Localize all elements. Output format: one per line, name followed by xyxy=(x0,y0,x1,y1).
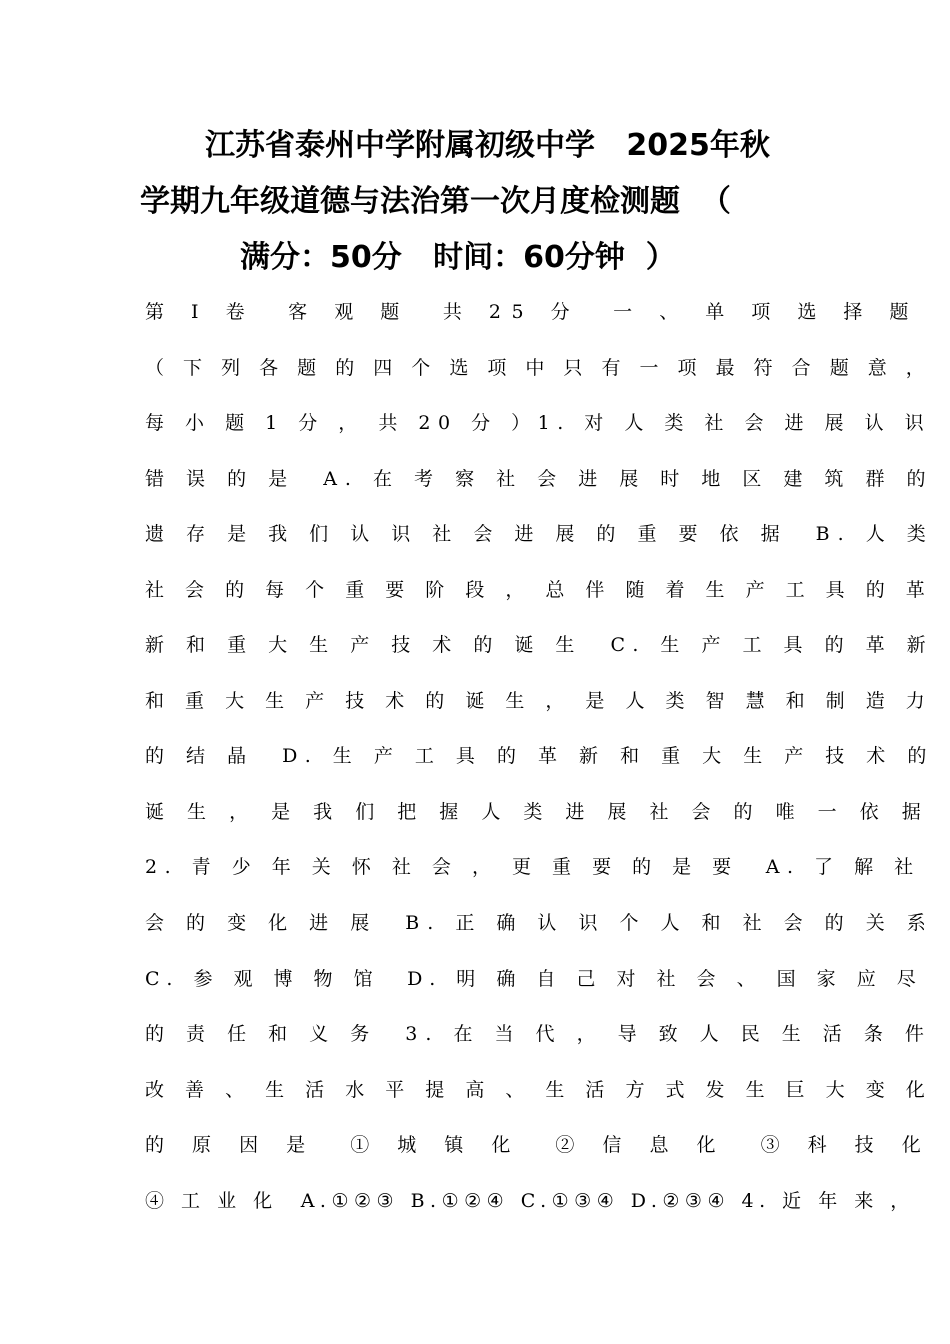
body-line-12: 会 的 变 化 进 展 B. 正 确 认 识 个 人 和 社 会 的 关 系 xyxy=(145,912,934,934)
body-line-17: ④ 工 业 化 A.①②③ B.①②④ C.①③④ D.②③④ 4. 近 年 来 ， xyxy=(145,1190,915,1212)
body-line-3: 每 小 题 1 分 ， 共 20 分 ）1. 对 人 类 社 会 进 展 认 识 xyxy=(145,412,932,434)
body-line-6: 社 会 的 每 个 重 要 阶 段 ， 总 伴 随 着 生 产 工 具 的 革 xyxy=(145,579,933,601)
document-title-line-2: 学期九年级道德与法治第一次月度检测题 （ xyxy=(140,184,731,219)
body-line-1: 第 Ⅰ 卷 客 观 题 共 25 分 一 、 单 项 选 择 题 xyxy=(145,301,919,323)
body-line-16: 的 原 因 是 ① 城 镇 化 ② 信 息 化 ③ 科 技 化 xyxy=(145,1134,932,1156)
document-title-line-1: 江苏省泰州中学附属初级中学 2025年秋 xyxy=(205,128,770,163)
body-line-15: 改 善 、 生 活 水 平 提 高 、 生 活 方 式 发 生 巨 大 变 化 xyxy=(145,1079,933,1101)
body-line-7: 新 和 重 大 生 产 技 术 的 诞 生 C. 生 产 工 具 的 革 新 xyxy=(145,634,934,656)
body-line-10: 诞 生 ， 是 我 们 把 握 人 类 进 展 社 会 的 唯 一 依 据 xyxy=(145,801,930,823)
body-line-14: 的 责 任 和 义 务 3. 在 当 代 ， 导 致 人 民 生 活 条 件 xyxy=(145,1023,932,1045)
body-line-4: 错 误 的 是 A. 在 考 察 社 会 进 展 时 地 区 建 筑 群 的 xyxy=(145,468,934,490)
body-line-13: C. 参 观 博 物 馆 D. 明 确 自 己 对 社 会 、 国 家 应 尽 xyxy=(145,968,924,990)
body-line-8: 和 重 大 生 产 技 术 的 诞 生 ， 是 人 类 智 慧 和 制 造 力 xyxy=(145,690,933,712)
body-line-9: 的 结 晶 D. 生 产 工 具 的 革 新 和 重 大 生 产 技 术 的 xyxy=(145,745,935,767)
document-title-line-3: 满分：50分 时间：60分钟 ） xyxy=(240,240,676,275)
body-line-2: （ 下 列 各 题 的 四 个 选 项 中 只 有 一 项 最 符 合 题 意 ， xyxy=(145,357,932,379)
body-line-11: 2. 青 少 年 关 怀 社 会 ， 更 重 要 的 是 要 A. 了 解 社 xyxy=(145,856,921,878)
body-line-5: 遗 存 是 我 们 认 识 社 会 进 展 的 重 要 依 据 B. 人 类 xyxy=(145,523,934,545)
